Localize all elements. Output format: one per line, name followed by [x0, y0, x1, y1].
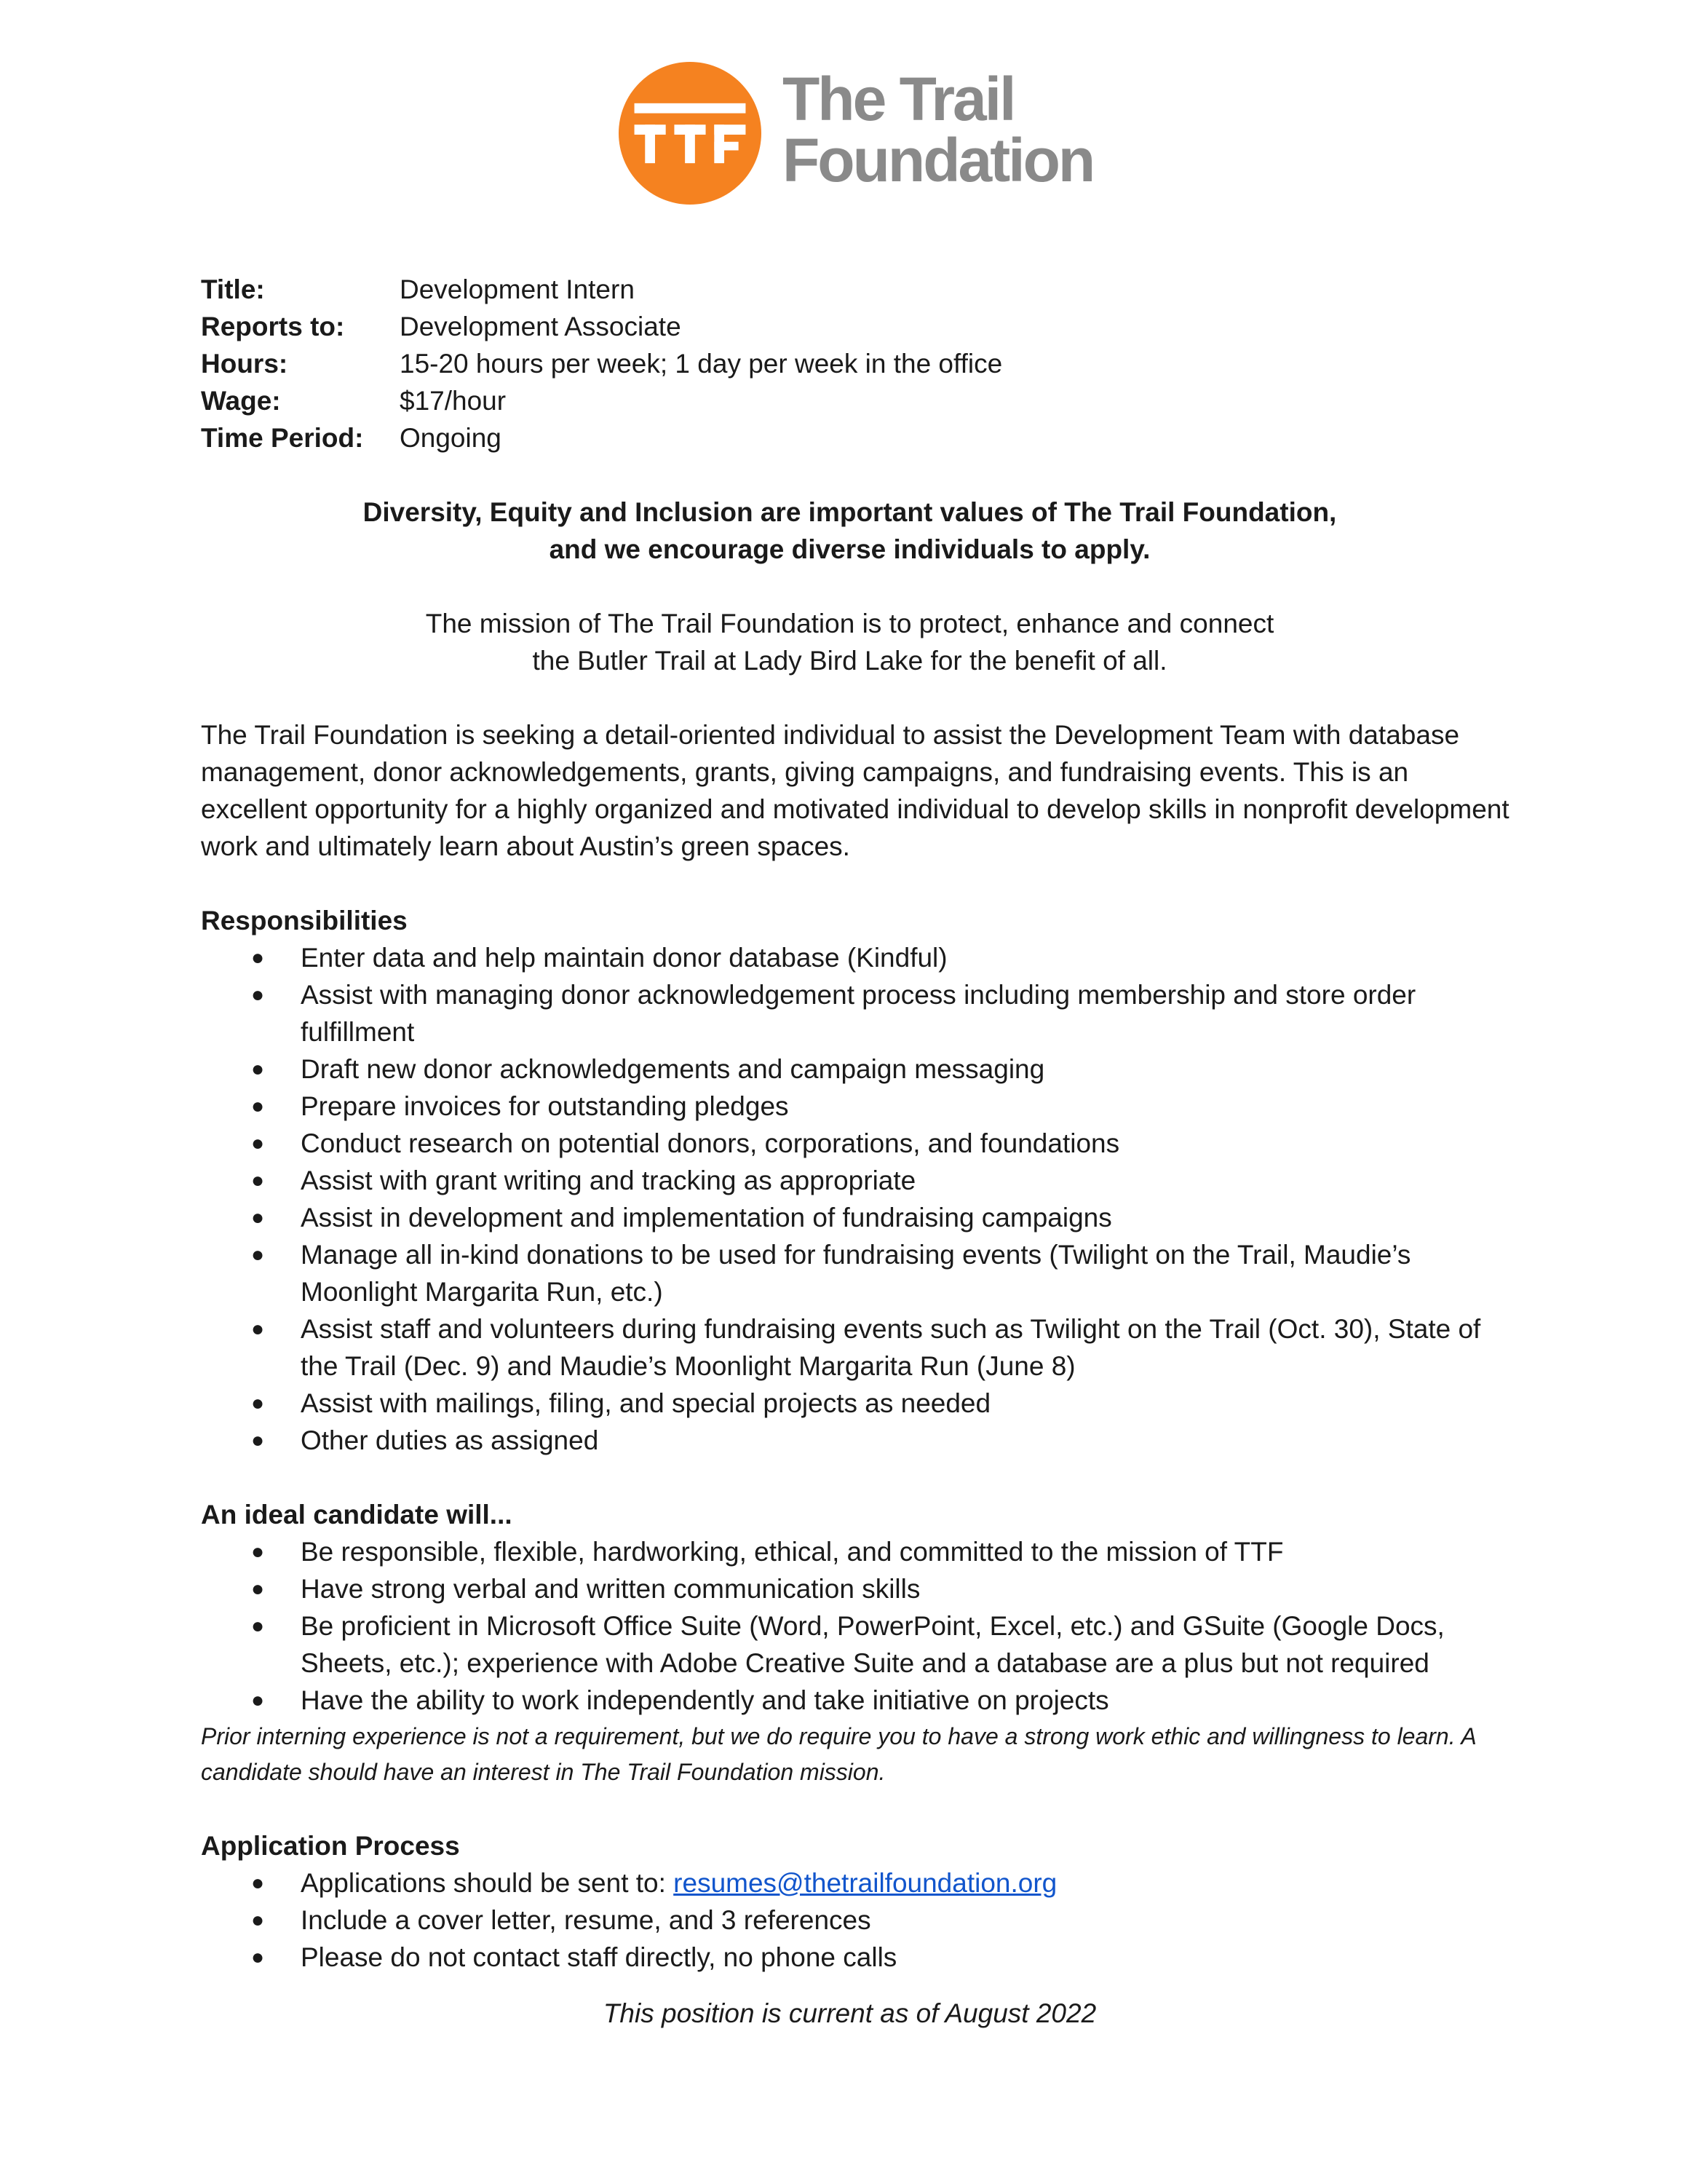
list-item: ● Enter data and help maintain donor database (Kindful) [201, 939, 1511, 976]
bullet-icon: ● [251, 1243, 265, 1267]
list-item: ● Assist in development and implementation of fundraising campaigns [201, 1199, 1511, 1236]
bullet-icon: ● [251, 1614, 265, 1638]
mission-line-2: the Butler Trail at Lady Bird Lake for the benefit of all. [532, 646, 1167, 676]
bullet-icon: ● [251, 1168, 265, 1192]
list-item [201, 1864, 1511, 1902]
candidate-note: Prior interning experience is not a requirement, but we do require you to have a strong work ethic and willingness to learn. A candidate should have an interest in The Trail Foundation mission. [201, 1723, 1476, 1785]
job-info-label: Time Period: [201, 423, 364, 453]
list-item: ● Be responsible, flexible, hardworking, ethical, and committed to the mission of TTF [201, 1533, 1511, 1570]
job-info-label: Title: [201, 274, 265, 304]
logo-line-1: The Trail [782, 65, 1015, 133]
list-item: ● Be proficient in Microsoft Office Suite (Word, PowerPoint, Excel, etc.) and GSuite (Google Docs, Sheets, etc.); experience with Adobe Creative Suite and a database are a plus but not required [201, 1607, 1511, 1682]
list-item: ● Other duties as assigned [201, 1422, 1511, 1459]
bullet-icon: ● [251, 1540, 265, 1564]
send-to-text: Applications should be sent to: [301, 1868, 674, 1898]
bullet-icon: ● [251, 1945, 265, 1969]
dei-statement [201, 494, 1499, 568]
bullet-icon: ● [251, 946, 265, 970]
job-info-value: $17/hour [400, 386, 507, 416]
bullet-icon: ● [251, 1688, 265, 1712]
bullet-icon: ● [251, 1428, 265, 1452]
job-info-row [201, 345, 1002, 382]
list-item: ● Assist with grant writing and tracking as appropriate [201, 1162, 1511, 1199]
intro-paragraph: The Trail Foundation is seeking a detail-oriented individual to assist the Development Team with database management, donor acknowledgements, grants, giving campaigns, and fundraising events. This is an excellent opportunity for a highly organized and motivated individual to develop skills in nonprofit development work and ultimately learn about Austin’s green spaces. [201, 720, 1509, 861]
list-item: ● Assist with mailings, filing, and special projects as needed [201, 1385, 1511, 1422]
list-item: ● Include a cover letter, resume, and 3 references [201, 1902, 1511, 1939]
bullet-icon: ● [251, 1057, 265, 1081]
bullet-icon: ● [251, 1206, 265, 1230]
trail-foundation-logo [619, 58, 1094, 211]
job-info-row [201, 308, 1002, 345]
responsibilities-list [201, 939, 1511, 1459]
bullet-icon: ● [251, 1577, 265, 1601]
bullet-icon: ● [251, 1094, 265, 1118]
bullet-icon: ● [251, 1908, 265, 1932]
mission-line-1: The mission of The Trail Foundation is to protect, enhance and connect [425, 609, 1274, 638]
job-info-label: Hours: [201, 349, 288, 379]
ideal-candidate-list [201, 1533, 1511, 1719]
responsibilities-heading: Responsibilities [201, 906, 408, 935]
application-heading: Application Process [201, 1831, 460, 1861]
list-item: ● Manage all in-kind donations to be used for fundraising events (Twilight on the Trail, Maudie’s Moonlight Margarita Run, etc.) [201, 1236, 1511, 1310]
list-item: ● Draft new donor acknowledgements and campaign messaging [201, 1051, 1511, 1088]
email-link[interactable]: resumes@thetrailfoundation.org [673, 1868, 1058, 1898]
job-info-row [201, 419, 1002, 456]
job-info-row [201, 271, 1002, 308]
job-info-value: Development Associate [400, 312, 681, 341]
mission-statement [201, 605, 1499, 679]
list-item: ● Assist with managing donor acknowledgement process including membership and store order fulfillment [201, 976, 1511, 1051]
dei-line-1: Diversity, Equity and Inclusion are important values of The Trail Foundation, [362, 497, 1337, 527]
list-item: ● Assist staff and volunteers during fundraising events such as Twilight on the Trail (Oct. 30), State of the Trail (Dec. 9) and Maudie’s Moonlight Margarita Run (June 8) [201, 1310, 1511, 1385]
bullet-icon: ● [251, 1871, 265, 1895]
list-item: ● Have strong verbal and written communication skills [201, 1570, 1511, 1607]
list-item: ● Have the ability to work independently and take initiative on projects [201, 1682, 1511, 1719]
bullet-icon: ● [251, 1317, 265, 1341]
job-info-row [201, 382, 1002, 419]
ttf-logo-icon [619, 62, 761, 205]
footer-note: This position is current as of August 2022 [603, 1998, 1097, 2028]
document-body [201, 271, 1511, 2032]
dei-line-2: and we encourage diverse individuals to apply. [549, 534, 1151, 564]
list-item: ● Prepare invoices for outstanding pledges [201, 1088, 1511, 1125]
logo-wordmark [782, 65, 1094, 194]
job-info-value: 15-20 hours per week; 1 day per week in the office [400, 349, 1003, 379]
job-info-value: Ongoing [400, 423, 501, 453]
application-list [201, 1864, 1511, 1976]
job-info-table [201, 271, 1002, 456]
logo-line-2: Foundation [782, 126, 1094, 194]
job-info-label: Wage: [201, 386, 281, 416]
bullet-icon: ● [251, 1391, 265, 1415]
bullet-icon: ● [251, 1131, 265, 1155]
bullet-icon: ● [251, 983, 265, 1007]
list-item: ● Conduct research on potential donors, corporations, and foundations [201, 1125, 1511, 1162]
job-info-label: Reports to: [201, 312, 345, 341]
ideal-candidate-heading: An ideal candidate will... [201, 1500, 512, 1530]
job-info-value: Development Intern [400, 274, 635, 304]
list-item: ● Please do not contact staff directly, no phone calls [201, 1939, 1511, 1976]
